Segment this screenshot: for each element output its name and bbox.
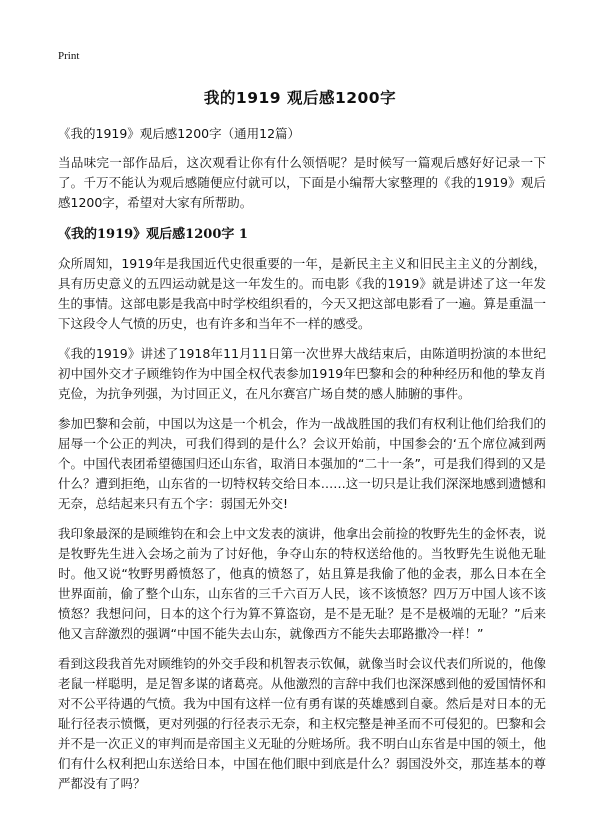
intro-paragraph: 当品味完一部作品后，这次观看让你有什么领悟呢？是时候写一篇观后感好好记录一下了。千万不能认为观后感随便应付就可以，下面是小编帮大家整理的《我的1919》观后感1200字，希望对大家有所帮助。 <box>58 155 546 210</box>
body-paragraph: 我印象最深的是顾维钧在和会上中文发表的演讲，他拿出会前捡的牧野先生的金怀表，说是牧野先生进入会场之前为了讨好他，争夺山东的特权送给他的。当牧野先生说他无耻时。他又说“牧野男爵愤怒了，他真的愤怒了，姑且算是我偷了他的金表，那么日本在全世界面前，偷了整个山东，山东省的三千六百万人民，该不该愤怒？四万万中国人该不该愤怒？我想问问，日本的这个行为算不算盗窃，是不是无耻？是不是极端的无耻？”后来他又言辞激烈的强调“中国不能失去山东，就像西方不能失去耶路撒冷一样！” <box>58 526 546 641</box>
body-paragraph: 看到这段我首先对顾维钧的外交手段和机智表示钦佩，就像当时会议代表们所说的，他像老鼠一样聪明，是足智多谋的诸葛亮。从他激烈的言辞中我们也深深感到他的爱国情怀和对不公平待遇的气愤。我为中国有这样一位有勇有谋的英雄感到自豪。然后是对日本的无耻行径表示愤慨，更对列强的行径表示无奈，和主权完整是神圣而不可侵犯的。巴黎和会并不是一次正义的审判而是帝国主义无耻的分赃场所。我不明白山东省是中国的领土，他们有什么权利把山东送给日本，中国在他们眼中到底是什么？弱国没外交，那连基本的尊严都没有了吗？ <box>58 656 546 791</box>
body-paragraph: 参加巴黎和会前，中国以为这是一个机会，作为一战战胜国的我们有权利让他们给我们的屈辱一个公正的判决，可我们得到的是什么？会议开始前，中国参会的‘五个席位减到两个。中国代表团希望德国归还山东省，取消日本强加的“二十一条”，可是我们得到的又是什么？遭到拒绝，山东省的一切特权转交给日本……这一切只是让我们深深地感到遗憾和无奈，总结起来只有五个字：弱国无外交! <box>58 416 546 511</box>
section-heading: 《我的1919》观后感1200字 1 <box>58 227 248 242</box>
article-subtitle: 《我的1919》观后感1200字（通用12篇） <box>58 126 301 141</box>
page-title: 我的1919 观后感1200字 <box>203 89 397 107</box>
print-link[interactable]: Print <box>58 50 80 62</box>
body-paragraph: 《我的1919》讲述了1918年11月11日第一次世界大战结束后，由陈道明扮演的本世纪初中国外交才子顾维钧作为中国全权代表参加1919年巴黎和会的种种经历和他的挚友肖克俭，为抗争列强，为讨回正义，在凡尔赛宫广场自焚的感人肺腑的事件。 <box>58 346 546 401</box>
body-paragraph: 众所周知，1919年是我国近代史很重要的一年，是新民主主义和旧民主主义的分割线，具有历史意义的五四运动就是这一年发生的。而电影《我的1919》就是讲述了这一年发生的事情。这部电影是我高中时学校组织看的，今天又把这部电影看了一遍。算是重温一下这段令人气愤的历史，也有许多和当年不一样的感受。 <box>58 256 546 331</box>
article-body <box>58 124 546 804</box>
